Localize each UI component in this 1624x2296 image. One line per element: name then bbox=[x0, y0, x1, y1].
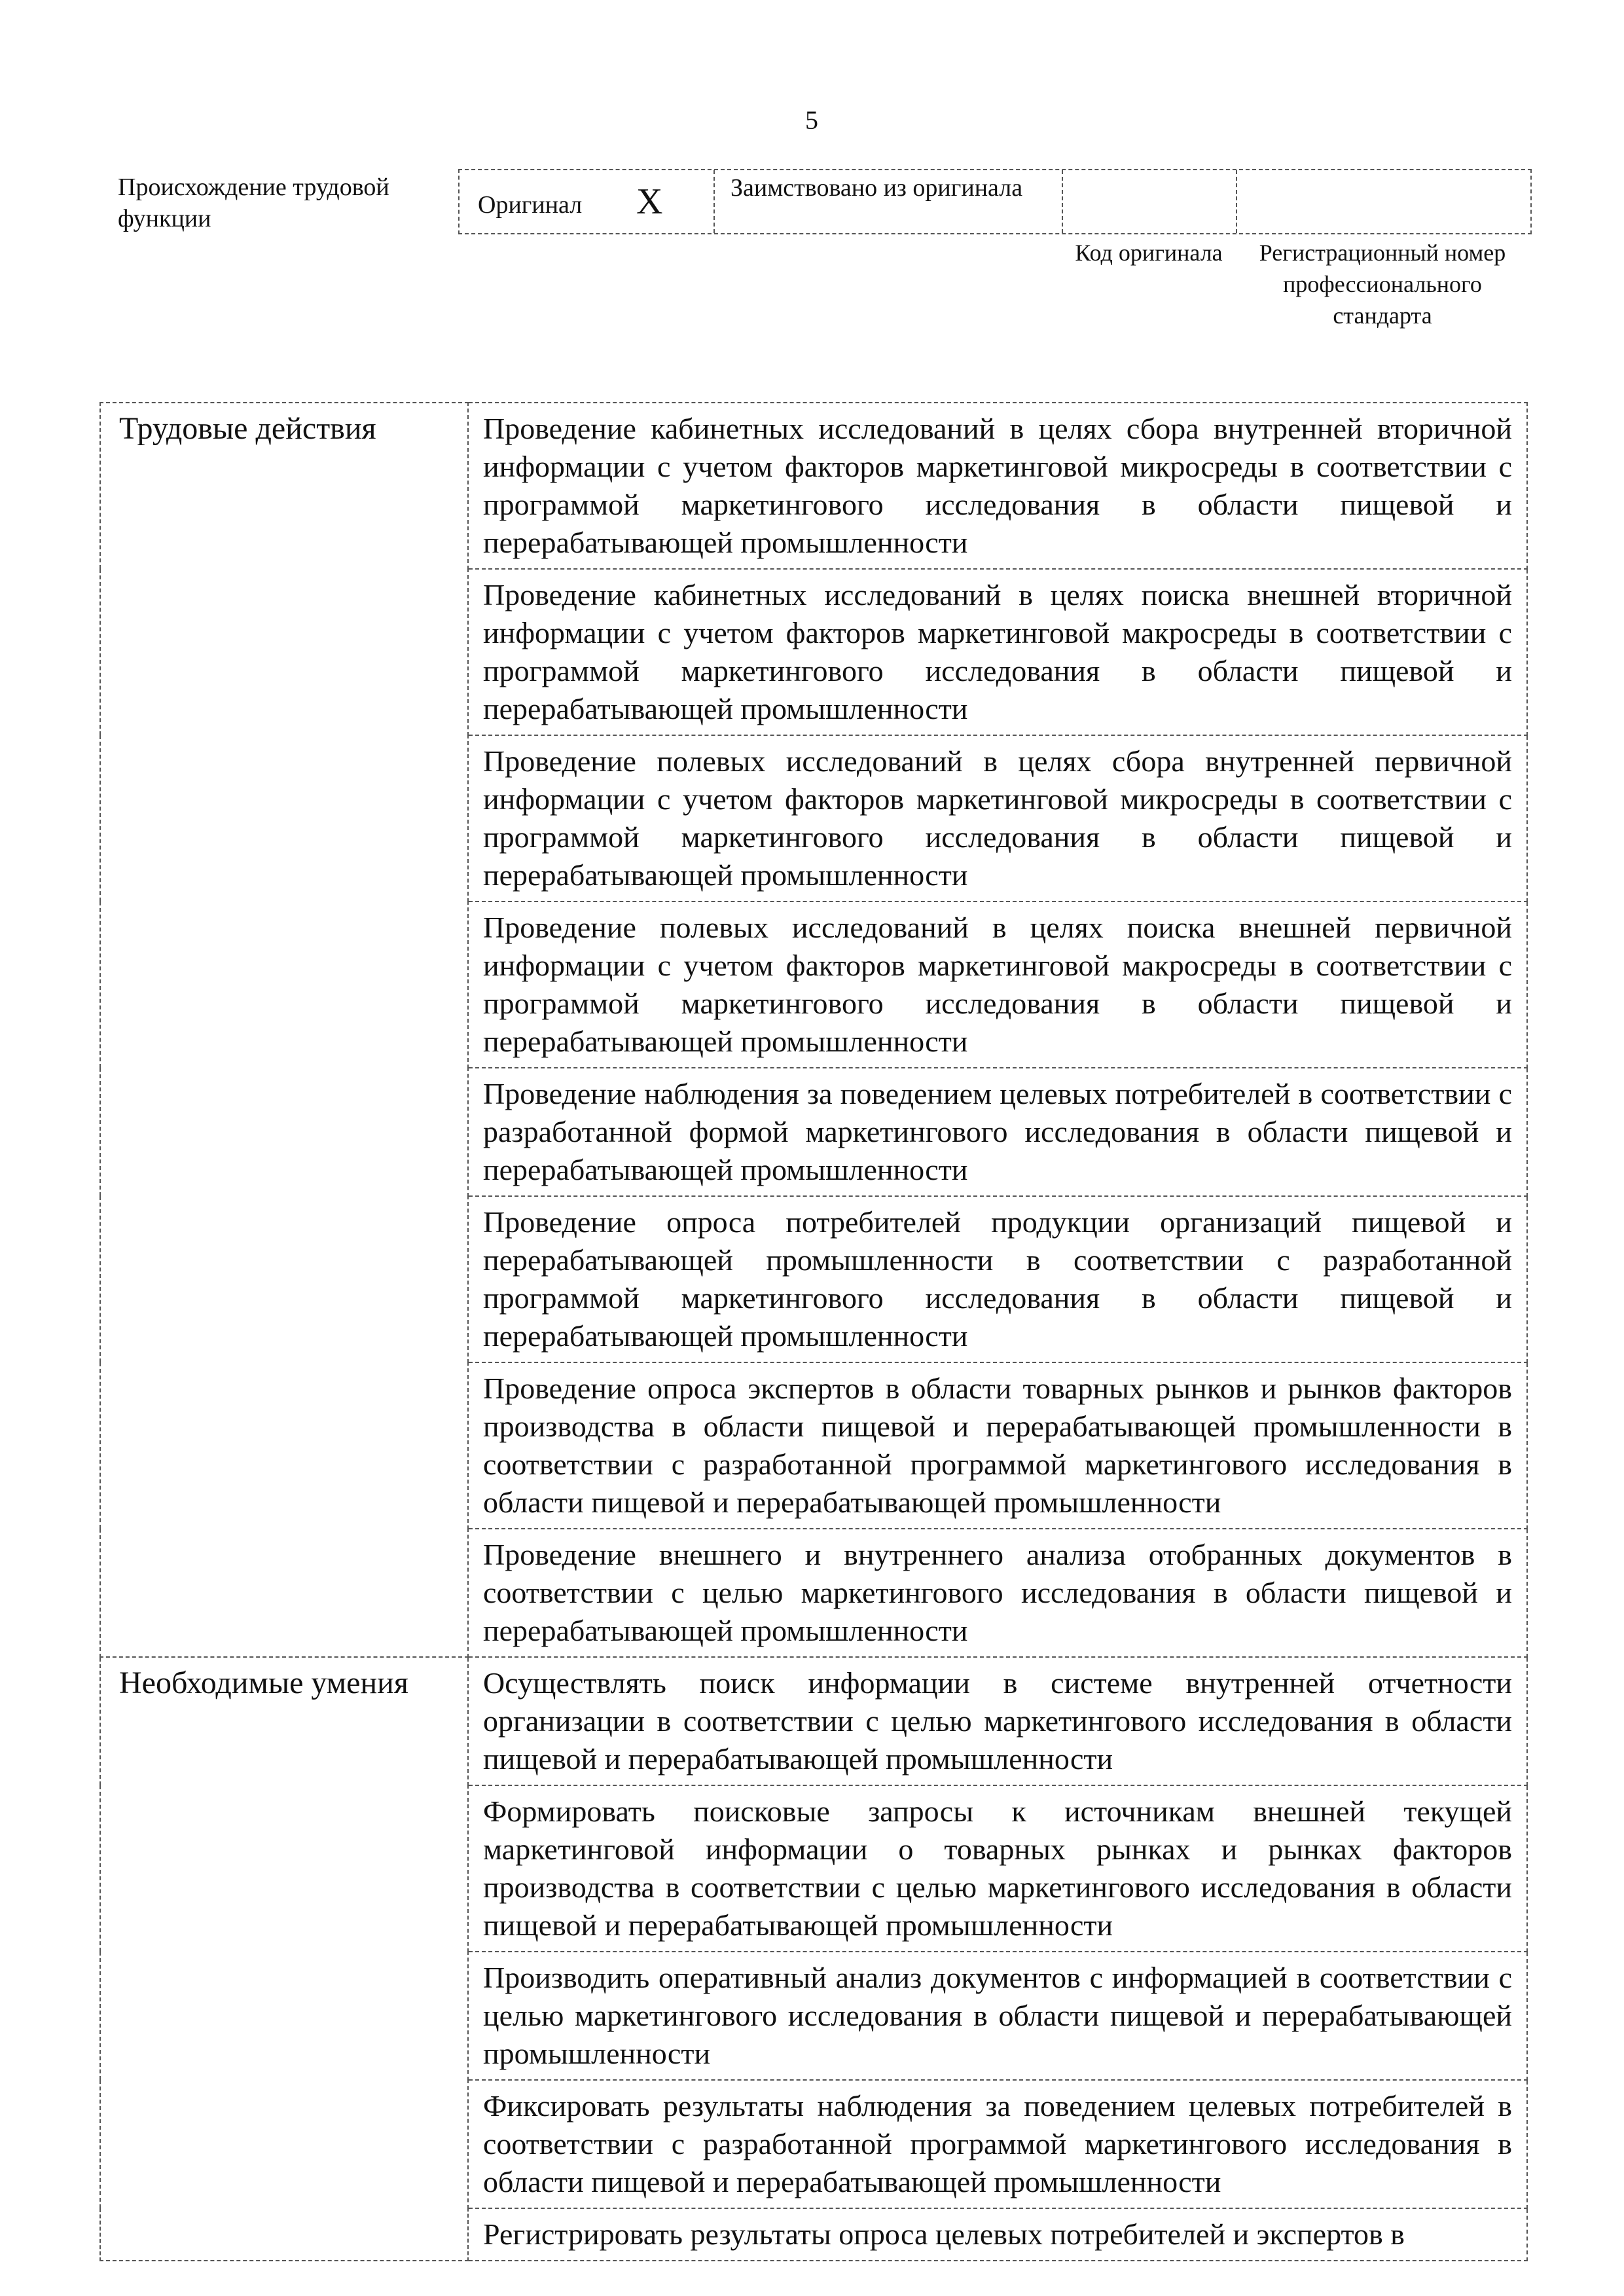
original-code-cell bbox=[1063, 170, 1237, 233]
skill-item: Регистрировать результаты опроса целевых потребителей и экспертов в bbox=[468, 2208, 1527, 2261]
labor-function-table bbox=[99, 402, 1528, 2261]
skill-item: Формировать поисковые запросы к источникам внешней текущей маркетинговой информации о товарных рынках и рынках факторов производства в соответствии с целью маркетингового исследования в области пищевой и перерабатывающей промышленности bbox=[468, 1785, 1527, 1952]
original-code-caption: Код оригинала bbox=[1075, 240, 1223, 266]
registration-number-cell bbox=[1237, 170, 1530, 233]
labor-action-item: Проведение наблюдения за поведением целевых потребителей в соответствии с разработанной формой маркетингового исследования в области пищевой и перерабатывающей промышленности bbox=[468, 1068, 1527, 1196]
borrowed-label: Заимствовано из оригинала bbox=[731, 174, 1023, 202]
skill-item: Фиксировать результаты наблюдения за поведением целевых потребителей в соответствии с разработанной программой маркетингового исследования в области пищевой и перерабатывающей промышленности bbox=[468, 2080, 1527, 2208]
category-required-skills: Необходимые умения bbox=[100, 1657, 468, 2261]
page-number: 5 bbox=[805, 105, 818, 135]
labor-action-item: Проведение кабинетных исследований в целях сбора внутренней вторичной информации с учетом факторов маркетинговой микросреды в соответствии с программой маркетингового исследования в области пищевой и перерабатывающей промышленности bbox=[468, 403, 1527, 569]
labor-action-item: Проведение полевых исследований в целях поиска внешней первичной информации с учетом факторов маркетинговой макросреды в соответствии с программой маркетингового исследования в области пищевой и перерабатывающей промышленности bbox=[468, 902, 1527, 1068]
labor-action-item: Проведение внешнего и внутреннего анализа отобранных документов в соответствии с целью маркетингового исследования в области пищевой и перерабатывающей промышленности bbox=[468, 1529, 1527, 1657]
original-cell bbox=[460, 170, 715, 233]
original-label: Оригинал bbox=[478, 191, 583, 219]
skill-item: Производить оперативный анализ документов с информацией в соответствии с целью маркетингового исследования в области пищевой и перерабатывающей промышленности bbox=[468, 1952, 1527, 2080]
origin-label: Происхождение трудовой функции bbox=[118, 173, 389, 232]
skill-item: Осуществлять поиск информации в системе внутренней отчетности организации в соответствии с целью маркетингового исследования в области пищевой и перерабатывающей промышленности bbox=[468, 1657, 1527, 1785]
borrowed-cell bbox=[715, 170, 1063, 233]
table-row bbox=[100, 403, 1527, 569]
category-labor-actions: Трудовые действия bbox=[100, 403, 468, 1657]
labor-action-item: Проведение опроса потребителей продукции организаций пищевой и перерабатывающей промышленности в соответствии с разработанной программой маркетингового исследования в области пищевой и перерабатывающей промышленности bbox=[468, 1196, 1527, 1362]
labor-action-item: Проведение опроса экспертов в области товарных рынков и рынков факторов производства в области пищевой и перерабатывающей промышленности в соответствии с разработанной программой маркетингового исследования в области пищевой и перерабатывающей промышленности bbox=[468, 1362, 1527, 1529]
labor-action-item: Проведение полевых исследований в целях сбора внутренней первичной информации с учетом факторов маркетинговой микросреды в соответствии с программой маркетингового исследования в области пищевой и перерабатывающей промышленности bbox=[468, 735, 1527, 902]
registration-number-caption: Регистрационный номер профессионального стандарта bbox=[1259, 240, 1506, 329]
table-row bbox=[100, 1657, 1527, 1785]
labor-action-item: Проведение кабинетных исследований в целях поиска внешней вторичной информации с учетом факторов маркетинговой макросреды в соответствии с программой маркетингового исследования в области пищевой и перерабатывающей промышленности bbox=[468, 569, 1527, 735]
original-mark: X bbox=[636, 181, 663, 222]
origin-table bbox=[458, 169, 1532, 234]
